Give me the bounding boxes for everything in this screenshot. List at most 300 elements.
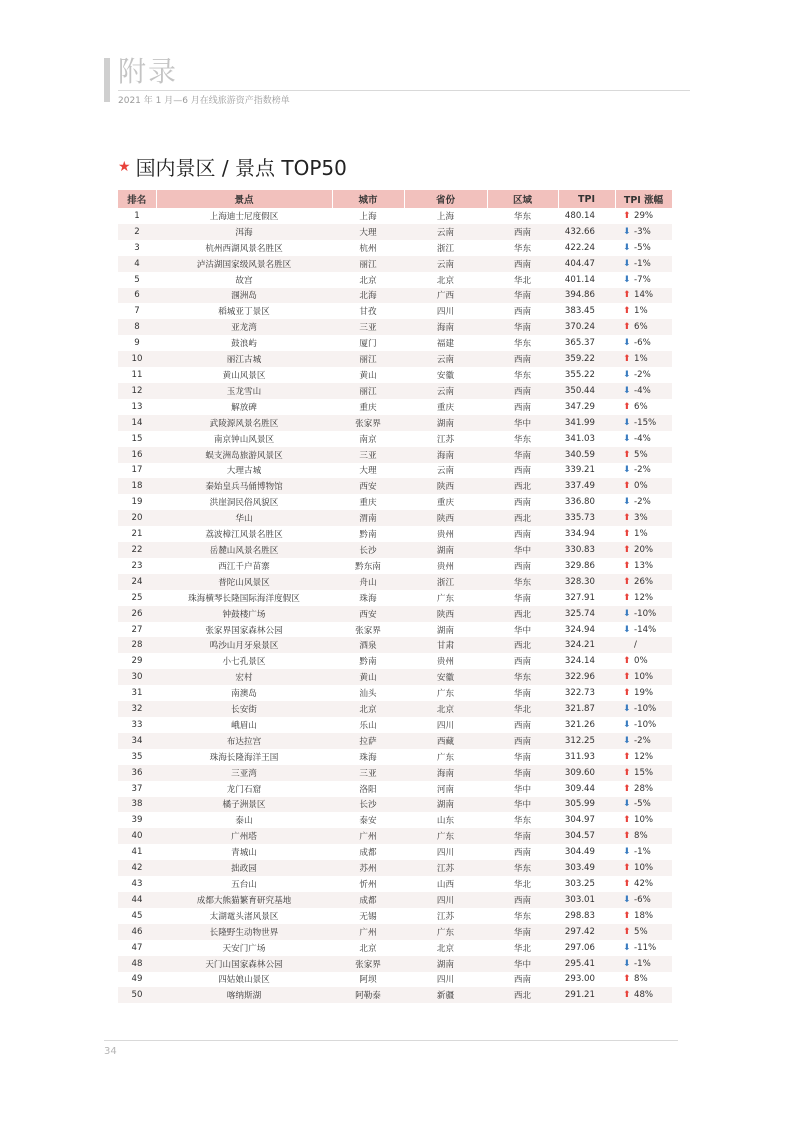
cell-tpi-change (615, 860, 672, 876)
table-row (118, 478, 672, 494)
cell-region: 华中 (487, 956, 558, 972)
cell-region: 华东 (513, 816, 532, 827)
table-row (118, 415, 672, 431)
cell-rank: 23 (131, 560, 143, 571)
cell-city: 忻州 (359, 880, 377, 891)
cell-tpi: 337.49 (558, 478, 615, 494)
arrow-down-icon: ⬇ (623, 894, 631, 905)
table-row (118, 494, 672, 510)
cell-city: 苏州 (332, 860, 404, 876)
cell-tpi: 303.01 (558, 892, 615, 908)
cell-tpi-change (615, 399, 672, 415)
cell-tpi: 309.44 (564, 783, 595, 794)
arrow-up-icon: ⬆ (623, 354, 631, 365)
cell-region: 西南 (487, 224, 558, 240)
cell-rank: 49 (131, 974, 143, 985)
cell-spot: 天门山国家森林公园 (156, 956, 332, 972)
cell-province: 四川 (436, 975, 455, 986)
cell-spot: 拙政园 (156, 860, 332, 876)
cell-rank: 20 (118, 510, 156, 526)
cell-tpi: 355.22 (564, 370, 595, 381)
cell-city: 大理 (359, 466, 377, 477)
footer-divider (104, 1040, 678, 1041)
table-row (118, 685, 672, 701)
cell-spot: 涠洲岛 (156, 288, 332, 304)
cell-region: 西南 (513, 498, 532, 509)
cell-region: 西南 (487, 351, 558, 367)
cell-rank: 35 (131, 751, 143, 762)
arrow-down-icon: ⬇ (623, 719, 631, 730)
cell-tpi: 329.86 (564, 560, 595, 571)
cell-spot: 武陵源风景名胜区 (156, 415, 332, 431)
table-row (118, 987, 672, 1003)
cell-tpi: 303.49 (558, 860, 615, 876)
tpi-change-value: -10% (634, 704, 657, 715)
cell-tpi: 365.37 (564, 338, 595, 349)
arrow-up-icon: ⬆ (623, 544, 631, 555)
arrow-up-icon: ⬆ (623, 322, 631, 333)
tpi-change-value: 3% (634, 513, 648, 524)
cell-tpi-change (615, 956, 672, 972)
cell-region: 西北 (487, 478, 558, 494)
cell-tpi-change (615, 892, 672, 908)
cell-tpi: 304.49 (564, 847, 595, 858)
cell-spot: 钟鼓楼广场 (156, 606, 332, 622)
cell-city: 阿勒泰 (332, 987, 404, 1003)
cell-province: 陕西 (404, 510, 487, 526)
tpi-change-value: 29% (634, 210, 654, 221)
cell-region: 华南 (487, 828, 558, 844)
cell-city: 大理 (332, 224, 404, 240)
arrow-down-icon: ⬇ (623, 433, 631, 444)
table-row (118, 956, 672, 972)
tpi-change-value: 12% (634, 592, 654, 603)
tpi-change-value: 42% (634, 879, 654, 890)
arrow-up-icon: ⬆ (623, 688, 631, 699)
table-row (118, 749, 672, 765)
arrow-down-icon: ⬇ (623, 242, 631, 253)
cell-spot: 泸沽湖国家级风景名胜区 (156, 256, 332, 272)
cell-tpi: 336.80 (564, 497, 595, 508)
tpi-change-value: -10% (634, 608, 657, 619)
cell-rank: 17 (131, 465, 143, 476)
tpi-change-value: 12% (634, 751, 654, 762)
cell-province: 云南 (404, 224, 487, 240)
tpi-change-value: 13% (634, 560, 654, 571)
cell-tpi: 305.99 (558, 797, 615, 813)
cell-city: 长沙 (332, 542, 404, 558)
cell-city: 渭南 (332, 510, 404, 526)
cell-tpi-change (615, 558, 672, 574)
table-row (118, 797, 672, 813)
cell-tpi: 347.29 (564, 401, 595, 412)
cell-rank: 18 (118, 478, 156, 494)
col-header-city: 城市 (332, 190, 404, 208)
cell-rank: 19 (131, 497, 143, 508)
cell-region: 西南 (513, 561, 532, 572)
cell-tpi-change (615, 765, 672, 781)
cell-tpi: 350.44 (558, 383, 615, 399)
cell-tpi-change (615, 526, 672, 542)
cell-tpi: 480.14 (564, 210, 595, 221)
cell-rank: 37 (131, 783, 143, 794)
cell-rank: 41 (131, 847, 143, 858)
arrow-up-icon: ⬆ (623, 990, 631, 1001)
section-title (118, 152, 347, 181)
cell-spot: 大理古城 (226, 466, 262, 477)
cell-province: 云南 (404, 383, 487, 399)
cell-province: 福建 (436, 339, 455, 350)
table-row (118, 224, 672, 240)
cell-tpi: 339.21 (564, 465, 595, 476)
tpi-change-value: -4% (634, 385, 651, 396)
cell-province: 重庆 (436, 402, 455, 413)
cell-tpi-change (615, 940, 672, 956)
arrow-up-icon: ⬆ (623, 831, 631, 842)
cell-rank: 24 (118, 574, 156, 590)
col-header-tpi-change: TPI 涨幅 (615, 190, 672, 208)
cell-tpi: 334.94 (564, 529, 595, 540)
cell-rank: 28 (118, 637, 156, 653)
page-header-subtitle: 2021 年 1 月—6 月在线旅游资产指数榜单 (118, 96, 290, 106)
col-header-tpi: TPI (558, 190, 615, 208)
tpi-change-value: 6% (634, 401, 648, 412)
cell-rank: 45 (131, 910, 143, 921)
cell-region: 华南 (487, 765, 558, 781)
cell-province: 江苏 (436, 434, 455, 445)
cell-spot: 秦始皇兵马俑博物馆 (156, 478, 332, 494)
cell-city: 黔南 (359, 530, 377, 541)
table-row (118, 590, 672, 606)
arrow-down-icon: ⬇ (623, 704, 631, 715)
tpi-change-value: 0% (634, 656, 648, 667)
star-icon: ★ (118, 158, 131, 175)
cell-rank: 43 (131, 879, 143, 890)
cell-tpi-change (615, 669, 672, 685)
arrow-down-icon: ⬇ (623, 258, 631, 269)
cell-city: 成都 (332, 892, 404, 908)
table-row (118, 463, 672, 479)
arrow-down-icon: ⬇ (623, 338, 631, 349)
tpi-change-value: 15% (634, 767, 654, 778)
cell-rank: 26 (118, 606, 156, 622)
cell-rank: 10 (118, 351, 156, 367)
cell-region: 西南 (487, 383, 558, 399)
arrow-up-icon: ⬆ (623, 290, 631, 301)
table-row (118, 319, 672, 335)
cell-province: 贵州 (436, 530, 455, 541)
cell-tpi: 328.30 (558, 574, 615, 590)
cell-rank: 4 (118, 256, 156, 272)
cell-region: 华南 (487, 319, 558, 335)
arrow-up-icon: ⬆ (623, 513, 631, 524)
cell-tpi: 432.66 (558, 224, 615, 240)
table-row (118, 653, 672, 669)
cell-rank: 13 (131, 401, 143, 412)
cell-province: 海南 (404, 765, 487, 781)
cell-region: 华东 (513, 911, 532, 922)
cell-city: 北京 (359, 943, 377, 954)
cell-province: 海南 (404, 319, 487, 335)
arrow-up-icon: ⬆ (623, 910, 631, 921)
cell-province: 山西 (436, 880, 455, 891)
tpi-change-value: 10% (634, 815, 654, 826)
cell-tpi: 422.24 (564, 242, 595, 253)
cell-tpi: 321.87 (558, 701, 615, 717)
cell-tpi-change (615, 383, 672, 399)
cell-rank: 21 (131, 529, 143, 540)
tpi-change-value: -1% (634, 847, 651, 858)
cell-city: 拉萨 (332, 733, 404, 749)
arrow-up-icon: ⬆ (623, 672, 631, 683)
table-row (118, 558, 672, 574)
cell-rank: 3 (134, 242, 140, 253)
tpi-change-value: 1% (634, 306, 648, 317)
table-row (118, 812, 672, 828)
cell-province: 广东 (436, 689, 455, 700)
cell-tpi-change (615, 797, 672, 813)
cell-city: 黔东南 (355, 561, 381, 572)
tpi-change-value: -14% (634, 624, 657, 635)
cell-tpi: 322.73 (564, 688, 595, 699)
tpi-change-value: -4% (634, 433, 651, 444)
cell-region: 西南 (513, 402, 532, 413)
cell-tpi-change (615, 208, 672, 224)
cell-region: 华南 (487, 924, 558, 940)
arrow-up-icon: ⬆ (623, 401, 631, 412)
cell-tpi-change (615, 351, 672, 367)
cell-spot: 故宫 (235, 275, 253, 286)
cell-region: 西北 (487, 987, 558, 1003)
table-row (118, 940, 672, 956)
tpi-change-value: 18% (634, 910, 654, 921)
tpi-change-value: -6% (634, 338, 651, 349)
cell-city: 广州 (332, 828, 404, 844)
cell-province: 湖南 (404, 956, 487, 972)
cell-province: 广东 (404, 828, 487, 844)
cell-rank: 7 (134, 306, 140, 317)
table-row (118, 272, 672, 288)
table-row (118, 892, 672, 908)
cell-tpi-change (615, 542, 672, 558)
table-header-row (118, 190, 672, 208)
cell-tpi: 304.57 (558, 828, 615, 844)
cell-region: 华中 (487, 797, 558, 813)
cell-rank: 38 (118, 797, 156, 813)
cell-spot: 四姑娘山景区 (218, 975, 270, 986)
cell-rank: 46 (118, 924, 156, 940)
cell-province: 西藏 (404, 733, 487, 749)
cell-rank: 50 (118, 987, 156, 1003)
arrow-down-icon: ⬇ (623, 497, 631, 508)
cell-spot: 西江千户苗寨 (218, 561, 270, 572)
cell-region: 西南 (513, 657, 532, 668)
cell-province: 湖南 (436, 625, 455, 636)
col-header-region: 区域 (487, 190, 558, 208)
cell-region: 华北 (513, 943, 532, 954)
cell-province: 云南 (404, 351, 487, 367)
tpi-change-value: 5% (634, 449, 648, 460)
cell-city: 泰安 (359, 816, 377, 827)
table-row (118, 908, 672, 924)
cell-city: 珠海 (359, 752, 377, 763)
cell-province: 江苏 (404, 860, 487, 876)
cell-tpi-change (615, 447, 672, 463)
arrow-down-icon: ⬇ (623, 608, 631, 619)
cell-region: 华南 (513, 593, 532, 604)
cell-province: 广东 (436, 593, 455, 604)
cell-spot: 南京钟山风景区 (213, 434, 275, 445)
cell-rank: 1 (134, 210, 140, 221)
tpi-change-value: 0% (634, 481, 648, 492)
cell-city: 甘孜 (359, 307, 377, 318)
cell-province: 海南 (404, 447, 487, 463)
cell-spot: 太湖鼋头渚风景区 (209, 911, 279, 922)
cell-tpi-change (615, 828, 672, 844)
table-row (118, 924, 672, 940)
cell-spot: 成都大熊猫繁育研究基地 (156, 892, 332, 908)
cell-spot: 洪崖洞民俗风貌区 (209, 498, 279, 509)
table-row (118, 781, 672, 797)
cell-region: 华北 (487, 701, 558, 717)
cell-province: 浙江 (436, 243, 455, 254)
arrow-down-icon: ⬇ (623, 465, 631, 476)
cell-tpi: 311.93 (564, 751, 595, 762)
cell-city: 丽江 (332, 256, 404, 272)
cell-city: 乐山 (359, 720, 377, 731)
arrow-down-icon: ⬇ (623, 226, 631, 237)
cell-province: 北京 (404, 701, 487, 717)
arrow-up-icon: ⬆ (623, 449, 631, 460)
cell-province: 广东 (404, 924, 487, 940)
cell-tpi-change (615, 478, 672, 494)
cell-spot: 长隆野生动物世界 (156, 924, 332, 940)
cell-city: 阿坝 (359, 975, 377, 986)
cell-province: 贵州 (436, 657, 455, 668)
table-row (118, 717, 672, 733)
cell-region: 西北 (487, 637, 558, 653)
cell-tpi-change (615, 972, 672, 988)
cell-province: 山东 (436, 816, 455, 827)
cell-region: 华东 (513, 339, 532, 350)
cell-province: 四川 (436, 848, 455, 859)
cell-rank: 2 (118, 224, 156, 240)
table-row (118, 510, 672, 526)
cell-spot: 洱海 (156, 224, 332, 240)
tpi-change-value: -5% (634, 799, 651, 810)
table-row (118, 828, 672, 844)
arrow-up-icon: ⬆ (623, 926, 631, 937)
arrow-down-icon: ⬇ (623, 370, 631, 381)
arrow-down-icon: ⬇ (623, 417, 631, 428)
cell-spot: 广州塔 (156, 828, 332, 844)
table-row (118, 383, 672, 399)
tpi-change-value: -2% (634, 497, 651, 508)
cell-city: 张家界 (355, 625, 381, 636)
cell-tpi: 341.03 (564, 433, 595, 444)
cell-city: 汕头 (359, 689, 377, 700)
table-row (118, 447, 672, 463)
arrow-down-icon: ⬇ (623, 624, 631, 635)
cell-region: 华东 (513, 371, 532, 382)
cell-rank: 42 (118, 860, 156, 876)
cell-spot: 黄山风景区 (222, 371, 266, 382)
cell-tpi-change (615, 256, 672, 272)
cell-rank: 15 (131, 433, 143, 444)
tpi-change-value: -2% (634, 465, 651, 476)
table-row (118, 701, 672, 717)
table-row (118, 335, 672, 351)
cell-region: 华东 (513, 243, 532, 254)
cell-province: 贵州 (436, 561, 455, 572)
page-header-title: 附录 (118, 55, 179, 88)
cell-spot: 张家界国家森林公园 (205, 625, 283, 636)
cell-rank: 32 (118, 701, 156, 717)
cell-rank: 6 (118, 288, 156, 304)
tpi-change-value: -11% (634, 942, 657, 953)
cell-spot: 三亚湾 (156, 765, 332, 781)
cell-spot: 小七孔景区 (222, 657, 266, 668)
cell-rank: 8 (118, 319, 156, 335)
arrow-up-icon: ⬆ (623, 863, 631, 874)
cell-region: 西南 (513, 720, 532, 731)
tpi-change-value: 1% (634, 529, 648, 540)
cell-rank: 33 (131, 719, 143, 730)
cell-region: 华南 (487, 447, 558, 463)
cell-rank: 11 (131, 370, 143, 381)
header-accent-bar (104, 58, 110, 102)
cell-tpi: 324.21 (558, 637, 615, 653)
cell-rank: 25 (131, 592, 143, 603)
cell-spot: 天安门广场 (222, 943, 266, 954)
tpi-change-value: 8% (634, 974, 648, 985)
cell-tpi: 404.47 (558, 256, 615, 272)
table-row (118, 622, 672, 638)
tpi-change-value: -6% (634, 894, 651, 905)
arrow-down-icon: ⬇ (623, 735, 631, 746)
col-header-spot: 景点 (156, 190, 332, 208)
cell-rank: 31 (131, 688, 143, 699)
cell-tpi: 312.25 (558, 733, 615, 749)
arrow-up-icon: ⬆ (623, 306, 631, 317)
tpi-change-value: 8% (634, 831, 648, 842)
cell-region: 华东 (487, 574, 558, 590)
arrow-down-icon: ⬇ (623, 274, 631, 285)
cell-tpi: 324.14 (564, 656, 595, 667)
table-row (118, 256, 672, 272)
table-row (118, 351, 672, 367)
cell-spot: 青城山 (231, 848, 257, 859)
cell-spot: 五台山 (231, 880, 257, 891)
cell-city: 三亚 (332, 765, 404, 781)
cell-city: 西安 (332, 478, 404, 494)
tpi-change-value: -1% (634, 258, 651, 269)
cell-tpi-change (615, 987, 672, 1003)
cell-city: 无锡 (359, 911, 377, 922)
table-row (118, 288, 672, 304)
cell-rank: 30 (118, 669, 156, 685)
tpi-change-value: -15% (634, 417, 657, 428)
cell-province: 四川 (436, 720, 455, 731)
cell-tpi-change (615, 590, 672, 606)
cell-tpi-change (615, 653, 672, 669)
cell-province: 湖南 (404, 797, 487, 813)
cell-province: 四川 (404, 892, 487, 908)
cell-tpi-change (615, 812, 672, 828)
cell-province: 甘肃 (404, 637, 487, 653)
tpi-change-value: -1% (634, 958, 651, 969)
cell-region: 华东 (487, 860, 558, 876)
